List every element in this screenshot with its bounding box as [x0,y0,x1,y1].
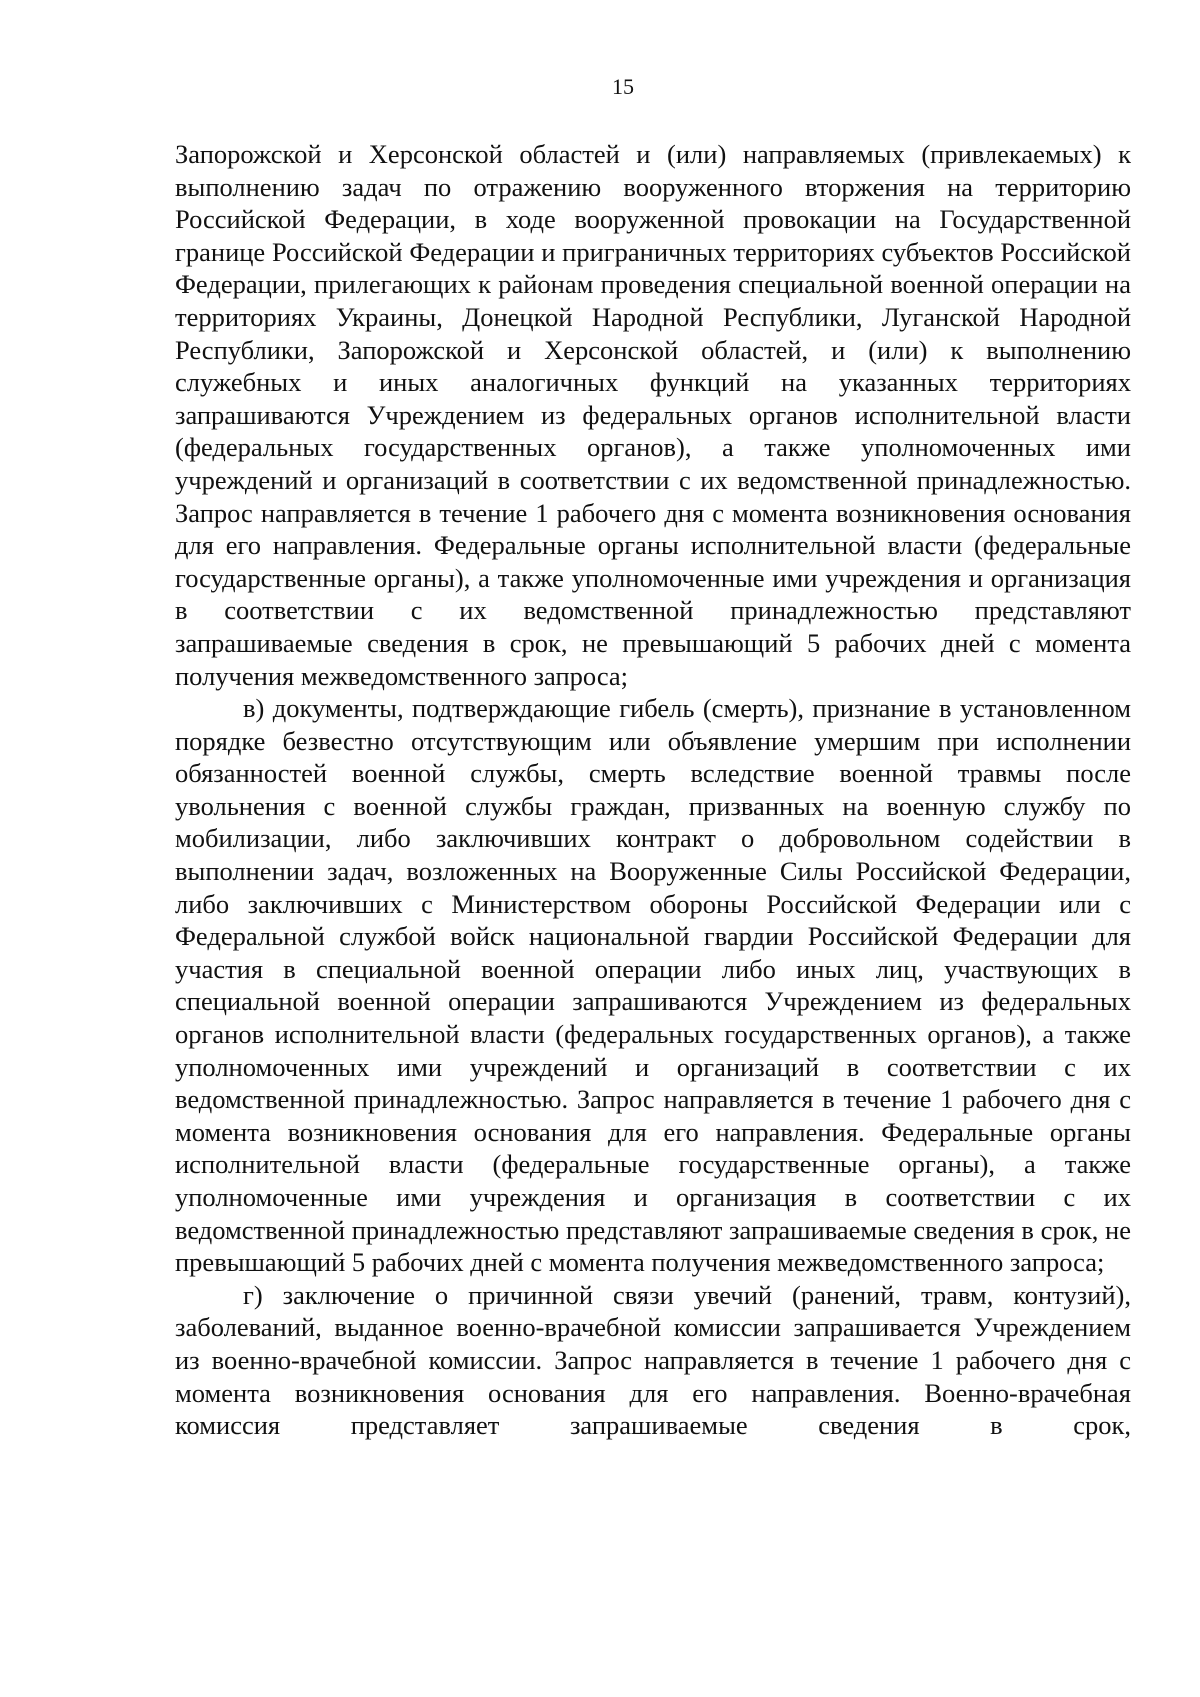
page-number: 15 [612,74,634,99]
paragraph-item-v: в) документы, подтверждающие гибель (смерть), признание в установленном порядке безвестно отсутствующим или объявление умершим при исполнении обязанностей военной службы, смерть вследствие военной травмы после увольнения с военной службы граждан, призванных на военную службу по мобилизации, либо заключивших контракт о добровольном содействии в выполнении задач, возложенных на Вооруженные Силы Российской Федерации, либо заключивших с Министерством обороны Российской Федерации или с Федеральной службой войск национальной гвардии Российской Федерации для участия в специальной военной операции либо иных лиц, участвующих в специальной военной операции запрашиваются Учреждением из федеральных органов исполнительной власти (федеральных государственных органов), а также уполномоченных ими учреждений и организаций в соответствии с их ведомственной принадлежностью. Запрос направляется в течение 1 рабочего дня с момента возникновения основания для его направления. Федеральные органы исполнительной власти (федеральные государственные органы), а также уполномоченные ими учреждения и организация в соответствии с их ведомственной принадлежностью представляют запрашиваемые сведения в срок, не превышающий 5 рабочих дней с момента получения межведомственного запроса; [175,693,1131,1278]
paragraph-continuation: Запорожской и Херсонской областей и (или) направляемых (привлекаемых) к выполнению задач по отражению вооруженного вторжения на территорию Российской Федерации, в ходе вооруженной провокации на Государственной границе Российской Федерации и приграничных территориях субъектов Российской Федерации, прилегающих к районам проведения специальной военной операции на территориях Украины, Донецкой Народной Республики, Луганской Народной Республики, Запорожской и Херсонской областей, и (или) к выполнению служебных и иных аналогичных функций на указанных территориях запрашиваются Учреждением из федеральных органов исполнительной власти (федеральных государственных органов), а также уполномоченных ими учреждений и организаций в соответствии с их ведомственной принадлежностью. Запрос направляется в течение 1 рабочего дня с момента возникновения основания для его направления. Федеральные органы исполнительной власти (федеральные государственные органы), а также уполномоченные ими учреждения и организация в соответствии с их ведомственной принадлежностью представляют запрашиваемые сведения в срок, не превышающий 5 рабочих дней с момента получения межведомственного запроса; [175,139,1131,691]
paragraph-item-g: г) заключение о причинной связи увечий (ранений, травм, контузий), заболеваний, выданное военно-врачебной комиссии запрашивается Учреждением из военно-врачебной комиссии. Запрос направляется в течение 1 рабочего дня с момента возникновения основания для его направления. Военно-врачебная комиссия представляет запрашиваемые сведения в срок, [175,1279,1131,1441]
document-body [175,138,1131,1442]
